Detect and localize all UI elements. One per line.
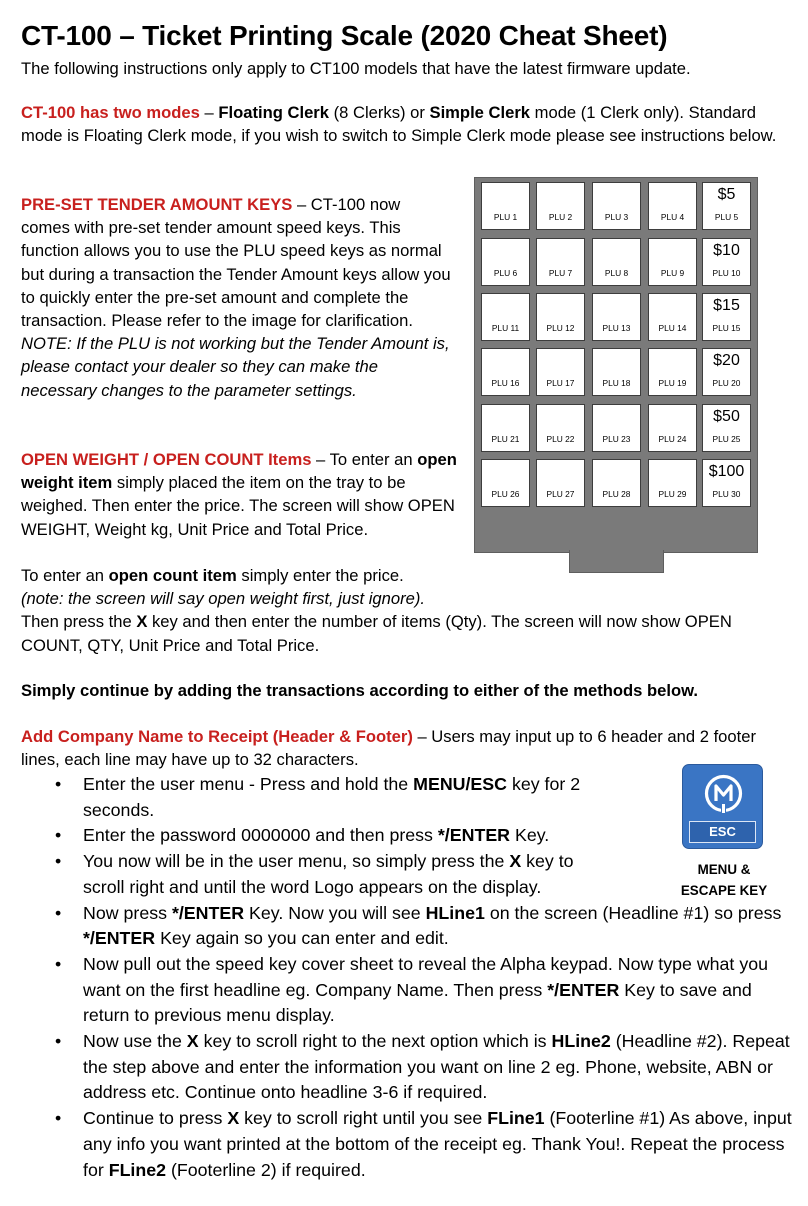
bullet-icon: • (55, 1031, 62, 1052)
plu-label: PLU 10 (712, 268, 741, 278)
step-key: MENU/ESC (413, 774, 507, 794)
list-item (0, 849, 613, 900)
bullet-icon: • (55, 774, 62, 794)
plu-key (702, 404, 751, 452)
plu-label: PLU 7 (548, 268, 573, 278)
keypad-tab (569, 550, 664, 573)
plu-label: PLU 4 (660, 212, 685, 222)
plu-label: PLU 18 (602, 378, 631, 388)
plu-key (648, 238, 697, 286)
plu-key (648, 182, 697, 230)
step-text: Key. (510, 825, 550, 846)
plu-label: PLU 14 (658, 323, 687, 333)
step-text: Now use the (83, 1031, 187, 1052)
modes-sep: – (199, 103, 219, 122)
plu-label: PLU 2 (548, 212, 573, 222)
plu-label: PLU 13 (602, 323, 631, 333)
plu-label: PLU 27 (546, 489, 575, 499)
open-count-line (21, 564, 791, 587)
open-count-pre: To enter an (21, 566, 109, 585)
plu-key (648, 348, 697, 396)
tender-body: – CT-100 now comes with pre-set tender amount speed keys. This function allows you to use the PLU speed keys as normal but during a transaction the Tender Amount keys allow you to quickly enter the pre-set amount and complete the transaction. Please refer to the image for clarification. (21, 195, 451, 331)
open-count-note: (note: the screen will say open weight first, just ignore). (21, 589, 425, 609)
modes-section (21, 101, 791, 147)
plu-key (702, 293, 751, 341)
step-text: key for 2 seconds. (83, 774, 581, 820)
plu-label: PLU 15 (712, 323, 741, 333)
step-text: Continue to press (83, 1108, 228, 1129)
step-text: Key to save and return to previous menu display. (83, 979, 752, 1026)
plu-label: PLU 5 (714, 212, 739, 222)
keypad-illustration (474, 177, 758, 553)
open-weight-body: simply placed the item on the tray to be weighed. Then enter the price. The screen will show OPEN WEIGHT, Weight kg, Unit Price and Total Price. (21, 473, 455, 539)
tender-heading: PRE-SET TENDER AMOUNT KEYS (21, 195, 293, 214)
plu-key (592, 459, 641, 507)
open-weight-term: open weight item (21, 450, 457, 493)
esc-key-caption (666, 860, 782, 901)
step-key: */ENTER (171, 902, 245, 923)
plu-label: PLU 28 (602, 489, 631, 499)
plu-label: PLU 22 (546, 434, 575, 444)
plu-label: PLU 29 (658, 489, 687, 499)
company-section (21, 725, 791, 771)
page-title: CT-100 – Ticket Printing Scale (2020 Cheat Sheet) (21, 20, 668, 51)
step-key: FLine2 (108, 1159, 167, 1180)
plu-label: PLU 26 (491, 489, 520, 499)
menu-m-icon (703, 773, 744, 814)
step-text: key to scroll right to the next option which is (198, 1031, 552, 1052)
plu-key (648, 404, 697, 452)
continue-text: Simply continue by adding the transactions according to either of the methods below. (21, 681, 699, 700)
plu-label: PLU 9 (660, 268, 685, 278)
list-item (0, 901, 783, 952)
esc-label: ESC (689, 821, 756, 843)
step-text: on the screen (Headline #1) so press (484, 902, 782, 923)
plu-label: PLU 1 (493, 212, 518, 222)
list-item (0, 1029, 793, 1106)
plu-key (536, 293, 585, 341)
modes-body: mode (1 Clerk only). Standard mode is Floating Clerk mode, if you wish to switch to Simple Clerk mode please see instructions below. (21, 103, 777, 146)
step-key: */ENTER (83, 928, 156, 949)
open-count-then-pre: Then press the (21, 612, 137, 632)
step-key: X (509, 851, 522, 872)
plu-label: PLU 6 (493, 268, 518, 278)
step-key: */ENTER (437, 825, 511, 846)
step-key: */ENTER (547, 979, 620, 1000)
modes-heading: CT-100 has two modes (21, 103, 200, 122)
plu-key (648, 293, 697, 341)
step-text: Key again so you can enter and edit. (155, 928, 449, 949)
open-weight-heading: OPEN WEIGHT / OPEN COUNT Items (21, 450, 312, 469)
plu-key (536, 238, 585, 286)
plu-key (536, 182, 585, 230)
step-text: Enter the password 0000000 and then press (83, 825, 438, 846)
plu-label: PLU 3 (604, 212, 629, 222)
plu-key (702, 182, 751, 230)
tender-amount-label: $15 (713, 297, 740, 314)
plu-key (592, 348, 641, 396)
step-text: Now press (83, 902, 172, 923)
plu-key (481, 459, 530, 507)
company-heading: Add Company Name to Receipt (Header & Footer) (21, 727, 413, 746)
step-text: key to scroll right until you see (239, 1108, 488, 1129)
step-text: (Footerline 2) if required. (166, 1159, 366, 1180)
tender-note: NOTE: If the PLU is not working but the Tender Amount is, please contact your dealer so they can make the necessary changes to the parameter settings. (21, 334, 450, 400)
plu-label: PLU 21 (491, 434, 520, 444)
plu-key (702, 348, 751, 396)
step-key: FLine1 (487, 1108, 545, 1129)
tender-amount-label: $100 (708, 463, 745, 480)
step-text: (Headline #2). Repeat the step above and enter the information you want on line 2 eg. Phone, website, ABN or address etc. Continue onto headline 3-6 if required. (83, 1031, 790, 1103)
step-text: Now pull out the speed key cover sheet to reveal the Alpha keypad. Now type what you want on the first headline eg. Company Name. Then press (83, 953, 768, 1000)
bullet-icon: • (55, 825, 62, 846)
step-text: key to scroll right and until the word Logo appears on the display. (83, 851, 574, 897)
plu-label: PLU 24 (658, 434, 687, 444)
plu-label: PLU 11 (491, 323, 520, 333)
plu-key (536, 348, 585, 396)
plu-label: PLU 16 (491, 378, 520, 388)
tender-amount-label: $5 (717, 186, 736, 203)
plu-label: PLU 23 (602, 434, 631, 444)
list-item (0, 772, 613, 823)
plu-key (481, 182, 530, 230)
plu-key (592, 404, 641, 452)
tender-amount-label: $50 (713, 408, 740, 425)
plu-label: PLU 19 (658, 378, 687, 388)
plu-key (702, 459, 751, 507)
step-key: HLine1 (425, 902, 485, 923)
tender-amount-label: $10 (713, 242, 740, 259)
floating-note: (8 Clerks) or (329, 103, 430, 122)
plu-key (481, 404, 530, 452)
step-key: X (227, 1108, 240, 1129)
bullet-icon: • (55, 851, 62, 872)
open-count-term: open count item (108, 566, 237, 585)
plu-label: PLU 25 (712, 434, 741, 444)
step-text: Key. Now you will see (244, 902, 426, 923)
plu-key (481, 293, 530, 341)
plu-key (536, 459, 585, 507)
menu-esc-key (682, 764, 763, 849)
bullet-icon: • (55, 953, 62, 974)
simple-clerk-term: Simple Clerk (429, 103, 531, 122)
plu-label: PLU 20 (712, 378, 741, 388)
tender-amount-label: $20 (713, 352, 740, 369)
plu-label: PLU 12 (546, 323, 575, 333)
list-item (0, 823, 673, 849)
bullet-icon: • (55, 1108, 62, 1129)
open-count-section (21, 564, 791, 657)
plu-key (592, 293, 641, 341)
open-count-post: simply enter the price. (236, 566, 404, 585)
bullet-icon: • (55, 902, 62, 923)
intro-text: The following instructions only apply to CT100 models that have the latest firmware update. (21, 59, 691, 78)
plu-key (592, 182, 641, 230)
esc-caption-line2: ESCAPE KEY (680, 882, 768, 898)
tender-paragraph (21, 193, 451, 332)
esc-caption-line1: MENU & (697, 862, 751, 877)
plu-label: PLU 30 (712, 489, 741, 499)
open-weight-section (21, 448, 457, 541)
list-item (0, 1106, 793, 1183)
step-key: X (186, 1031, 199, 1052)
list-item (0, 952, 793, 1029)
step-text: You now will be in the user menu, so simply press the (83, 851, 510, 872)
plu-key (592, 238, 641, 286)
plu-key (481, 238, 530, 286)
plu-key (481, 348, 530, 396)
plu-key (702, 238, 751, 286)
plu-label: PLU 17 (546, 378, 575, 388)
open-count-rest: key and then enter the number of items (Qty). The screen will now show OPEN COUNT, QTY, Unit Price and Total Price. (21, 612, 732, 655)
open-weight-sep: – To enter an (311, 450, 418, 469)
step-text: Enter the user menu - Press and hold the (83, 774, 414, 794)
open-count-then (21, 610, 791, 656)
plu-key (648, 459, 697, 507)
step-key: HLine2 (551, 1031, 611, 1052)
x-key-term: X (136, 612, 148, 632)
company-body: – Users may input up to 6 header and 2 footer lines, each line may have up to 32 characters. (21, 727, 757, 770)
plu-key (536, 404, 585, 452)
floating-clerk-term: Floating Clerk (218, 103, 329, 122)
step-text: (Footerline #1) As above, input any info you want printed at the bottom of the receipt eg. Thank You!. Repeat the process for (83, 1108, 792, 1180)
tender-section (21, 193, 451, 402)
plu-label: PLU 8 (604, 268, 629, 278)
